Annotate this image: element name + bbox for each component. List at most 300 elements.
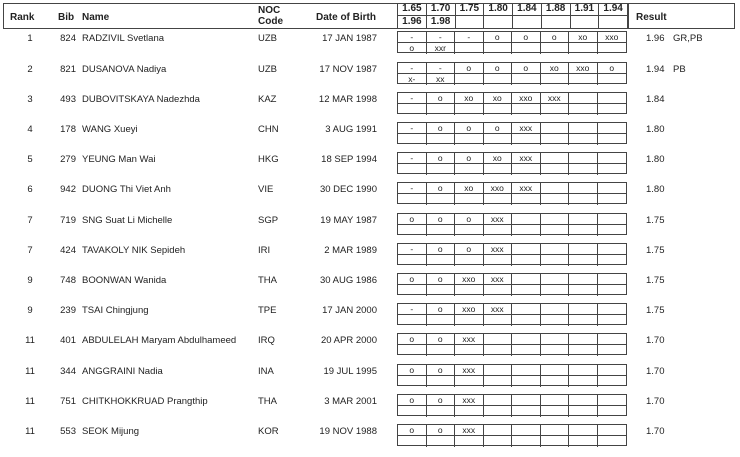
attempt-cell (598, 214, 627, 225)
attempt-cell (455, 345, 484, 356)
attempt-cell (569, 93, 598, 104)
attempt-cell (541, 214, 570, 225)
athlete-bib: 239 (60, 305, 76, 316)
attempt-cell (484, 164, 513, 175)
attempt-cell (598, 93, 627, 104)
attempt-cell: xxx (484, 304, 513, 315)
attempt-cell (569, 315, 598, 326)
athlete-dob: 30 DEC 1990 (319, 184, 377, 195)
attempt-cell (484, 225, 513, 236)
attempt-cell (398, 104, 427, 115)
attempt-cell (455, 285, 484, 296)
height-header-cell: 1.84 (512, 3, 541, 16)
attempt-cell (541, 436, 570, 447)
table-row (0, 424, 740, 448)
athlete-bib: 821 (60, 64, 76, 75)
athlete-dob: 19 JUL 1995 (323, 366, 377, 377)
attempt-cell (541, 153, 570, 164)
attempt-cell (398, 164, 427, 175)
attempt-cell (598, 376, 627, 387)
attempt-cell (569, 183, 598, 194)
athlete-rank: 1 (27, 33, 33, 44)
attempt-cell (512, 244, 541, 255)
attempt-cell: xxx (455, 425, 484, 436)
attempt-cell (598, 334, 627, 345)
athlete-bib: 553 (60, 426, 76, 437)
result-divider (627, 3, 629, 29)
attempt-cell (598, 164, 627, 175)
athlete-name: SEOK Mijung (82, 426, 140, 437)
attempt-cell (569, 164, 598, 175)
attempt-cell: o (427, 93, 456, 104)
attempt-cell (598, 153, 627, 164)
attempt-cell (427, 225, 456, 236)
attempt-cell (598, 244, 627, 255)
attempt-cell (598, 194, 627, 205)
table-row (0, 152, 740, 176)
athlete-noc: KAZ (258, 94, 277, 105)
athlete-name: CHITKHOKKRUAD Prangthip (82, 396, 208, 407)
attempt-cell (455, 74, 484, 85)
attempt-cell: o (427, 274, 456, 285)
attempt-cell: o (541, 32, 570, 43)
attempt-cell: xxx (484, 214, 513, 225)
attempts-grid (397, 364, 627, 386)
attempt-cell (541, 164, 570, 175)
attempts-grid (397, 424, 627, 446)
attempt-cell (484, 376, 513, 387)
attempt-cell (484, 345, 513, 356)
attempts-grid (397, 152, 627, 174)
athlete-name: DUBOVITSKAYA Nadezhda (82, 94, 200, 105)
athlete-record: GR,PB (673, 33, 703, 44)
attempt-cell: o (455, 244, 484, 255)
attempt-cell (455, 164, 484, 175)
attempt-cell: o (455, 63, 484, 74)
attempt-cell: - (398, 183, 427, 194)
attempt-cell (541, 43, 570, 54)
athlete-bib: 424 (60, 245, 76, 256)
attempt-cell (512, 43, 541, 54)
table-row (0, 333, 740, 357)
attempts-grid (397, 92, 627, 114)
athlete-rank: 6 (27, 184, 33, 195)
athlete-name: BOONWAN Wanida (82, 275, 167, 286)
attempt-cell (569, 153, 598, 164)
attempt-cell: xxo (455, 274, 484, 285)
attempt-cell (455, 315, 484, 326)
athlete-result: 1.80 (646, 184, 665, 195)
athlete-name: RADZIVIL Svetlana (82, 33, 165, 44)
attempt-cell: o (512, 32, 541, 43)
attempt-cell (398, 436, 427, 447)
athlete-noc: IRI (258, 245, 271, 256)
attempt-cell (398, 134, 427, 145)
attempt-cell: - (398, 63, 427, 74)
attempt-cell (455, 43, 484, 54)
attempt-cell (484, 43, 513, 54)
attempts-grid (397, 213, 627, 235)
athlete-name: DUSANOVA Nadiya (82, 64, 167, 75)
height-header-cell (598, 16, 627, 29)
athlete-result: 1.80 (646, 124, 665, 135)
attempt-cell (569, 123, 598, 134)
athlete-noc: UZB (258, 33, 277, 44)
athlete-bib: 824 (60, 33, 76, 44)
attempt-cell: o (427, 365, 456, 376)
attempt-cell: o (598, 63, 627, 74)
attempt-cell: xo (484, 153, 513, 164)
attempt-cell: o (398, 365, 427, 376)
attempt-cell (569, 255, 598, 266)
attempt-cell (484, 315, 513, 326)
height-header-cell: 1.75 (455, 3, 484, 16)
attempt-cell: - (398, 123, 427, 134)
attempt-cell (455, 194, 484, 205)
athlete-noc: HKG (258, 154, 279, 165)
attempt-cell (484, 104, 513, 115)
attempt-cell: o (484, 32, 513, 43)
attempt-cell (398, 285, 427, 296)
attempt-cell: o (398, 274, 427, 285)
athlete-bib: 942 (60, 184, 76, 195)
attempt-cell (484, 365, 513, 376)
attempt-cell (541, 104, 570, 115)
attempt-cell: xxo (484, 183, 513, 194)
athlete-dob: 3 MAR 2001 (324, 396, 377, 407)
attempt-cell: - (427, 63, 456, 74)
attempt-cell (512, 194, 541, 205)
attempt-cell (427, 134, 456, 145)
attempt-cell: o (427, 395, 456, 406)
athlete-noc: TPE (258, 305, 277, 316)
attempt-cell (512, 315, 541, 326)
attempt-cell: o (398, 43, 427, 54)
athlete-dob: 12 MAR 1998 (318, 94, 377, 105)
athlete-bib: 751 (60, 396, 76, 407)
athlete-rank: 3 (27, 94, 33, 105)
attempt-cell (512, 345, 541, 356)
attempt-cell (398, 255, 427, 266)
attempt-cell (512, 74, 541, 85)
attempts-grid (397, 243, 627, 265)
height-header-cell: 1.96 (397, 16, 426, 29)
athlete-noc: THA (258, 275, 277, 286)
attempt-cell (569, 304, 598, 315)
height-header-cell (512, 16, 541, 29)
athlete-name: DUONG Thi Viet Anh (82, 184, 171, 195)
attempt-cell (569, 214, 598, 225)
attempt-cell: o (427, 123, 456, 134)
height-header-cell (455, 16, 484, 29)
athlete-bib: 279 (60, 154, 76, 165)
attempts-grid (397, 62, 627, 84)
table-row (0, 62, 740, 86)
attempt-cell (512, 104, 541, 115)
attempt-cell (598, 225, 627, 236)
attempt-cell (569, 194, 598, 205)
attempt-cell (512, 274, 541, 285)
attempt-cell (569, 43, 598, 54)
attempt-cell (569, 274, 598, 285)
attempt-cell (512, 365, 541, 376)
athlete-record: PB (673, 64, 686, 75)
attempt-cell: - (398, 32, 427, 43)
header-rank: Rank (10, 12, 35, 23)
athlete-noc: UZB (258, 64, 277, 75)
attempt-cell: - (427, 32, 456, 43)
attempt-cell: o (398, 395, 427, 406)
height-header-cell: 1.80 (483, 3, 512, 16)
athlete-result: 1.70 (646, 335, 665, 346)
athlete-dob: 19 NOV 1988 (319, 426, 377, 437)
heights-header-grid (397, 3, 627, 29)
attempt-cell (541, 244, 570, 255)
attempt-cell: o (427, 153, 456, 164)
attempt-cell (427, 104, 456, 115)
attempt-cell: o (398, 214, 427, 225)
attempt-cell (512, 225, 541, 236)
attempt-cell (512, 436, 541, 447)
attempt-cell (512, 395, 541, 406)
attempts-grid (397, 333, 627, 355)
attempt-cell: xxo (512, 93, 541, 104)
attempt-cell (541, 334, 570, 345)
attempt-cell (398, 225, 427, 236)
attempt-cell: xo (484, 93, 513, 104)
attempt-cell (541, 183, 570, 194)
athlete-result: 1.84 (646, 94, 665, 105)
attempt-cell: - (398, 244, 427, 255)
attempt-cell: xxx (484, 274, 513, 285)
attempt-cell (569, 365, 598, 376)
attempt-cell (484, 425, 513, 436)
attempt-cell (512, 334, 541, 345)
attempts-grid (397, 31, 627, 53)
header-dob: Date of Birth (316, 12, 376, 23)
attempt-cell (541, 425, 570, 436)
athlete-dob: 3 AUG 1991 (325, 124, 377, 135)
attempt-cell: o (398, 334, 427, 345)
athlete-noc: THA (258, 396, 277, 407)
attempt-cell (598, 365, 627, 376)
attempt-cell (541, 376, 570, 387)
athlete-dob: 20 APR 2000 (321, 335, 377, 346)
athlete-bib: 748 (60, 275, 76, 286)
attempt-cell (512, 255, 541, 266)
attempt-cell (455, 436, 484, 447)
height-header-cell (541, 16, 570, 29)
attempt-cell: xo (455, 93, 484, 104)
attempt-cell: xxx (455, 334, 484, 345)
attempt-cell: xxr (427, 43, 456, 54)
attempt-cell (484, 334, 513, 345)
attempt-cell: x- (398, 74, 427, 85)
athlete-result: 1.70 (646, 426, 665, 437)
attempt-cell: o (427, 334, 456, 345)
attempt-cell (569, 376, 598, 387)
table-row (0, 303, 740, 327)
table-row (0, 31, 740, 55)
athlete-result: 1.75 (646, 215, 665, 226)
attempt-cell (541, 285, 570, 296)
attempt-cell (598, 123, 627, 134)
attempt-cell (598, 43, 627, 54)
athlete-name: ABDULELAH Maryam Abdulhameed (82, 335, 237, 346)
athlete-rank: 11 (25, 426, 35, 437)
attempt-cell: xo (455, 183, 484, 194)
athlete-name: TAVAKOLY NIK Sepideh (82, 245, 186, 256)
athlete-dob: 2 MAR 1989 (324, 245, 377, 256)
athlete-rank: 7 (27, 245, 33, 256)
attempt-cell (598, 315, 627, 326)
attempt-cell (512, 376, 541, 387)
attempt-cell: - (455, 32, 484, 43)
athlete-result: 1.96 (646, 33, 665, 44)
attempt-cell (598, 183, 627, 194)
header-noc: NOC (258, 5, 281, 16)
athlete-rank: 4 (27, 124, 33, 135)
athlete-rank: 5 (27, 154, 33, 165)
attempt-cell (427, 255, 456, 266)
attempt-cell: xo (569, 32, 598, 43)
table-row (0, 273, 740, 297)
header-bib: Bib (58, 12, 75, 23)
attempt-cell (512, 134, 541, 145)
athlete-result: 1.70 (646, 366, 665, 377)
athlete-dob: 18 SEP 1994 (321, 154, 377, 165)
attempt-cell (569, 244, 598, 255)
athlete-rank: 11 (25, 335, 35, 346)
athlete-noc: IRQ (258, 335, 275, 346)
header-result: Result (636, 12, 667, 23)
table-row (0, 182, 740, 206)
attempt-cell (598, 285, 627, 296)
height-header-cell (483, 16, 512, 29)
attempt-cell: o (455, 214, 484, 225)
athlete-name: TSAI Chingjung (82, 305, 149, 316)
attempt-cell: o (512, 63, 541, 74)
attempt-cell (427, 406, 456, 417)
attempt-cell (569, 104, 598, 115)
attempt-cell (427, 285, 456, 296)
attempt-cell (541, 225, 570, 236)
attempt-cell (569, 406, 598, 417)
height-header-cell: 1.91 (570, 3, 599, 16)
athlete-noc: SGP (258, 215, 279, 226)
attempt-cell (569, 225, 598, 236)
attempt-cell (569, 74, 598, 85)
athlete-rank: 9 (27, 275, 33, 286)
table-row (0, 394, 740, 418)
attempt-cell (598, 255, 627, 266)
attempt-cell: o (427, 425, 456, 436)
attempts-grid (397, 182, 627, 204)
attempt-cell (541, 74, 570, 85)
attempts-grid (397, 303, 627, 325)
header-code: Code (258, 16, 283, 27)
attempt-cell (427, 345, 456, 356)
attempt-cell (541, 123, 570, 134)
attempt-cell: xxx (512, 153, 541, 164)
attempt-cell (569, 285, 598, 296)
attempt-cell (541, 365, 570, 376)
attempt-cell (484, 134, 513, 145)
attempt-cell (484, 255, 513, 266)
athlete-result: 1.70 (646, 396, 665, 407)
attempts-grid (397, 273, 627, 295)
attempt-cell (598, 74, 627, 85)
athlete-noc: KOR (258, 426, 279, 437)
attempt-cell (512, 164, 541, 175)
attempt-cell (598, 104, 627, 115)
attempt-cell (541, 406, 570, 417)
attempts-grid (397, 122, 627, 144)
athlete-result: 1.75 (646, 275, 665, 286)
athlete-name: YEUNG Man Wai (82, 154, 156, 165)
table-row (0, 92, 740, 116)
attempt-cell: xxx (512, 183, 541, 194)
attempt-cell (569, 134, 598, 145)
attempt-cell (427, 376, 456, 387)
attempt-cell (398, 406, 427, 417)
attempt-cell: o (455, 153, 484, 164)
attempt-cell (398, 376, 427, 387)
athlete-dob: 17 JAN 2000 (322, 305, 377, 316)
attempt-cell (541, 315, 570, 326)
attempt-cell: xxo (598, 32, 627, 43)
athlete-dob: 30 AUG 1986 (319, 275, 377, 286)
athlete-dob: 17 NOV 1987 (319, 64, 377, 75)
attempt-cell (427, 164, 456, 175)
athlete-rank: 2 (27, 64, 33, 75)
athlete-result: 1.80 (646, 154, 665, 165)
athlete-name: WANG Xueyi (82, 124, 138, 135)
attempt-cell (398, 345, 427, 356)
attempt-cell (512, 214, 541, 225)
height-header-cell: 1.70 (426, 3, 455, 16)
athlete-rank: 9 (27, 305, 33, 316)
attempt-cell (455, 104, 484, 115)
athlete-dob: 19 MAY 1987 (320, 215, 377, 226)
attempts-grid (397, 394, 627, 416)
attempt-cell (541, 304, 570, 315)
attempt-cell (598, 134, 627, 145)
attempt-cell: xxx (541, 93, 570, 104)
attempt-cell (598, 345, 627, 356)
athlete-result: 1.94 (646, 64, 665, 75)
attempt-cell (541, 134, 570, 145)
attempt-cell (484, 395, 513, 406)
attempt-cell (569, 395, 598, 406)
athlete-rank: 11 (25, 396, 35, 407)
attempt-cell: xxx (484, 244, 513, 255)
table-row (0, 122, 740, 146)
athlete-noc: CHN (258, 124, 279, 135)
height-header-cell: 1.98 (426, 16, 455, 29)
athlete-dob: 17 JAN 1987 (322, 33, 377, 44)
attempt-cell: xxx (512, 123, 541, 134)
table-row (0, 364, 740, 388)
attempt-cell (398, 315, 427, 326)
attempt-cell (569, 425, 598, 436)
attempt-cell (455, 225, 484, 236)
attempt-cell: o (427, 244, 456, 255)
athlete-bib: 719 (60, 215, 76, 226)
attempt-cell: - (398, 304, 427, 315)
attempt-cell (427, 315, 456, 326)
attempt-cell (484, 285, 513, 296)
